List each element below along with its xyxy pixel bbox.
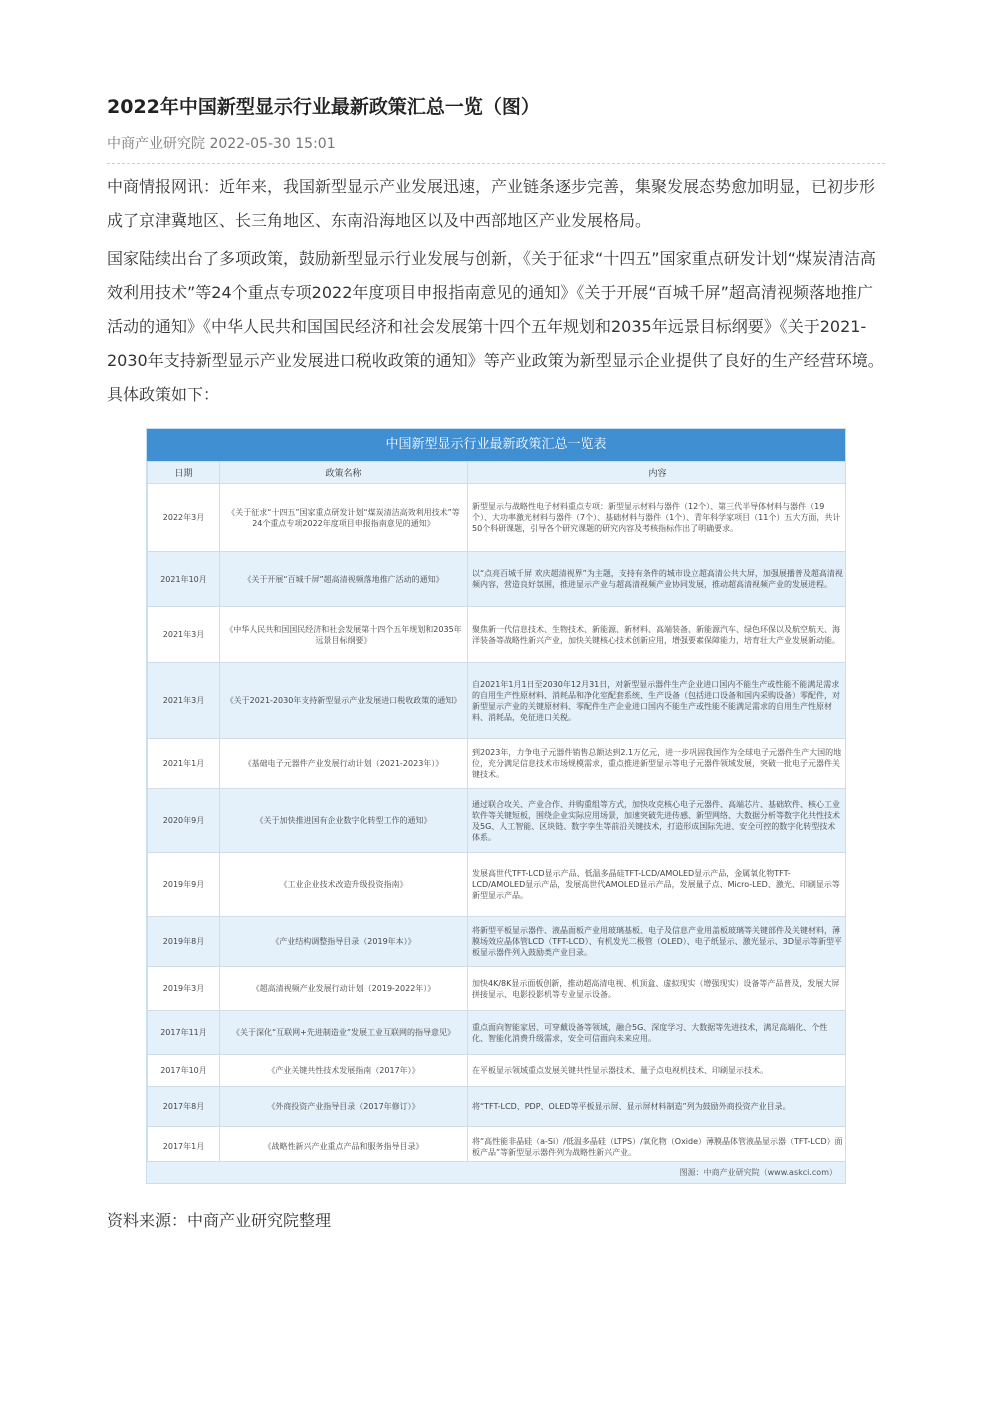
policy-table (147, 461, 846, 1167)
row-policy-name: 《基础电子元器件产业发展行动计划（2021-2023年）》 (220, 739, 468, 789)
table-row (148, 1055, 847, 1087)
row-date: 2021年10月 (148, 552, 220, 607)
row-content: 聚焦新一代信息技术、生物技术、新能源、新材料、高端装备、新能源汽车、绿色环保以及航空航天、海洋装备等战略性新兴产业，加快关键核心技术创新应用，增强要素保障能力，培育壮大产业发展新动能。 (468, 607, 847, 663)
policy-table-figure (146, 428, 846, 1184)
row-policy-name: 《关于2021-2030年支持新型显示产业发展进口税收政策的通知》 (220, 663, 468, 739)
row-date: 2021年1月 (148, 739, 220, 789)
table-row (148, 967, 847, 1011)
row-policy-name: 《关于开展“百城千屏”超高清视频落地推广活动的通知》 (220, 552, 468, 607)
row-policy-name: 《产业关键共性技术发展指南（2017年）》 (220, 1055, 468, 1087)
header-date: 日期 (148, 462, 220, 484)
table-header-row (148, 462, 847, 484)
row-date: 2017年11月 (148, 1011, 220, 1055)
row-policy-name: 《关于深化“互联网+先进制造业”发展工业互联网的指导意见》 (220, 1011, 468, 1055)
row-policy-name: 《战略性新兴产业重点产品和服务指导目录》 (220, 1127, 468, 1167)
intro-paragraph: 中商情报网讯：近年来，我国新型显示产业发展迅速，产业链条逐步完善，集聚发展态势愈加明显，已初步形成了京津冀地区、长三角地区、东南沿海地区以及中西部地区产业发展格局。 (107, 177, 876, 230)
header-name: 政策名称 (220, 462, 468, 484)
row-content: 自2021年1月1日至2030年12月31日，对新型显示器件生产企业进口国内不能生产或性能不能满足需求的自用生产性原材料、消耗品和净化室配套系统、生产设备（包括进口设备和国内采购设备）零配件，对新型显示产业的关键原材料、零配件生产企业进口国内不能生产或性能不能满足需求的自用生产性原材料、消耗品，免征进口关税。 (468, 663, 847, 739)
table-row (148, 789, 847, 853)
article-meta: 中商产业研究院 2022-05-30 15:01 (107, 136, 336, 152)
policy-paragraph: 国家陆续出台了多项政策，鼓励新型显示行业发展与创新，《关于征求“十四五”国家重点研发计划“煤炭清洁高效利用技术”等24个重点专项2022年度项目申报指南意见的通知》《关于开展“百城千屏”超高清视频落地推广活动的通知》《中华人民共和国国民经济和社会发展第十四个五年规划和2035年远景目标纲要》《关于2021-2030年支持新型显示产业发展进口税收政策的通知》等产业政策为新型显示企业提供了良好的生产经营环境。具体政策如下： (107, 249, 884, 404)
row-content: 将新型平板显示器件、液晶面板产业用玻璃基板、电子及信息产业用盖板玻璃等关键部件及关键材料，薄膜场效应晶体管LCD（TFT-LCD）、有机发光二极管（OLED）、电子纸显示、激光显示、3D显示等新型平板显示器件列入鼓励类产业目录。 (468, 917, 847, 967)
row-policy-name: 《关于加快推进国有企业数字化转型工作的通知》 (220, 789, 468, 853)
table-row (148, 917, 847, 967)
title-divider (107, 163, 885, 164)
table-row (148, 1011, 847, 1055)
row-policy-name: 《外商投资产业指导目录（2017年修订）》 (220, 1087, 468, 1127)
header-content: 内容 (468, 462, 847, 484)
row-content: 加快4K/8K显示面板创新，推动超高清电视、机顶盒、虚拟现实（增强现实）设备等产品普及，发展大屏拼接显示、电影投影机等专业显示设备。 (468, 967, 847, 1011)
row-policy-name: 《中华人民共和国国民经济和社会发展第十四个五年规划和2035年远景目标纲要》 (220, 607, 468, 663)
table-row (148, 663, 847, 739)
row-policy-name: 《关于征求“十四五”国家重点研发计划“煤炭清洁高效利用技术”等24个重点专项2022年度项目申报指南意见的通知》 (220, 484, 468, 552)
table-row (148, 607, 847, 663)
policy-table-body (148, 484, 847, 1167)
table-row (148, 1087, 847, 1127)
row-content: 重点面向智能家居、可穿戴设备等领域，融合5G、深度学习、大数据等先进技术，满足高端化、个性化、智能化消费升级需求，安全可信面向未来应用。 (468, 1011, 847, 1055)
table-row (148, 552, 847, 607)
row-content: 发展高世代TFT-LCD显示产品、低温多晶硅TFT-LCD/AMOLED显示产品，金属氧化物TFT-LCD/AMOLED显示产品，发展高世代AMOLED显示产品，发展量子点、Micro-LED、激光、印刷显示等新型显示产品。 (468, 853, 847, 917)
row-content: 通过联合攻关、产业合作、并购重组等方式，加快攻克核心电子元器件、高端芯片、基础软件、核心工业软件等关键短板，围绕企业实际应用场景，加速突破先进传感、新型网络、大数据分析等数字化共性技术及5G、人工智能、区块链、数字孪生等前沿关键技术，打造形成国际先进、安全可控的数字化转型技术体系。 (468, 789, 847, 853)
row-content: 将“高性能非晶硅（a-Si）/低温多晶硅（LTPS）/氧化物（Oxide）薄膜晶体管液晶显示器（TFT-LCD）面板产品”等新型显示器件列为战略性新兴产业。 (468, 1127, 847, 1167)
row-date: 2022年3月 (148, 484, 220, 552)
row-policy-name: 《工业企业技术改造升级投资指南》 (220, 853, 468, 917)
row-content: 将“TFT-LCD、PDP、OLED等平板显示屏、显示屏材料制造”列为鼓励外商投资产业目录。 (468, 1087, 847, 1127)
row-content: 到2023年，力争电子元器件销售总额达到2.1万亿元，进一步巩固我国作为全球电子元器件生产大国的地位，充分满足信息技术市场规模需求，重点推进新型显示等电子元器件领域发展，突破一批电子元器件关键技术。 (468, 739, 847, 789)
row-date: 2019年9月 (148, 853, 220, 917)
row-content: 新型显示与战略性电子材料重点专项：新型显示材料与器件（12个）、第三代半导体材料与器件（19个）、大功率激光材料与器件（7个）、基础材料与器件（1个）、青年科学家项目（11个）五大方面，共计50个科研课题，引导各个研究课题的研究内容及考核指标作出了明确要求。 (468, 484, 847, 552)
row-policy-name: 《产业结构调整指导目录（2019年本）》 (220, 917, 468, 967)
row-date: 2017年8月 (148, 1087, 220, 1127)
row-content: 在平板显示领域重点发展关键共性显示器技术、量子点电视机技术、印刷显示技术。 (468, 1055, 847, 1087)
row-policy-name: 《超高清视频产业发展行动计划（2019-2022年）》 (220, 967, 468, 1011)
row-date: 2017年10月 (148, 1055, 220, 1087)
article-title: 2022年中国新型显示行业最新政策汇总一览（图） (107, 96, 540, 118)
row-date: 2021年3月 (148, 607, 220, 663)
row-date: 2019年8月 (148, 917, 220, 967)
policy-table-title: 中国新型显示行业最新政策汇总一览表 (147, 429, 845, 461)
article (107, 88, 885, 412)
row-date: 2021年3月 (148, 663, 220, 739)
row-content: 以“点亮百城千屏 欢庆超清视界”为主题，支持有条件的城市设立超高清公共大屏，加强展播普及超高清视频内容，营造良好氛围，推进显示产业与超高清视频产业协同发展，推动超高清视频产业的发展进程。 (468, 552, 847, 607)
figure-source: 图源：中商产业研究院（www.askci.com） (147, 1161, 845, 1183)
source-note: 资料来源：中商产业研究院整理 (107, 1211, 332, 1230)
row-date: 2019年3月 (148, 967, 220, 1011)
table-row (148, 853, 847, 917)
row-date: 2017年1月 (148, 1127, 220, 1167)
row-date: 2020年9月 (148, 789, 220, 853)
table-row (148, 739, 847, 789)
table-row (148, 484, 847, 552)
